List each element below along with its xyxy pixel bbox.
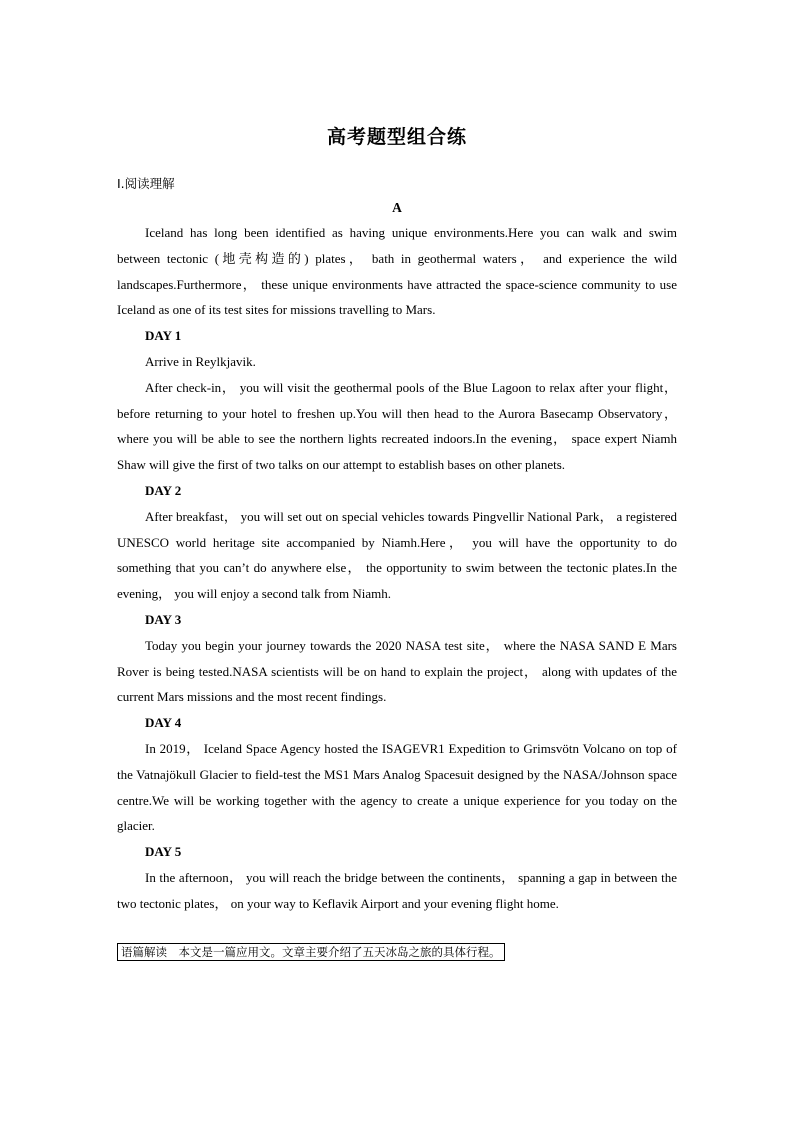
paragraph: Arrive in Reylkjavik. [145, 353, 256, 369]
day-heading: DAY 3 [145, 611, 182, 627]
passage-label: A [392, 200, 402, 215]
paragraph: After check-in， you will visit the geothermal pools of the Blue Lagoon to relax after your flight， before returning to your hotel to freshen up.You will then head to the Aurora Basecamp Observatory， where you will be able to see the northern lights recreated indoors.In the evening， space expert Niamh Shaw will give the first of two talks on our attempt to establish bases on other planets. [117, 379, 677, 473]
day-heading: DAY 4 [145, 715, 182, 731]
day-heading: DAY 5 [145, 844, 182, 860]
day-heading: DAY 1 [145, 328, 182, 344]
paragraph: In the afternoon， you will reach the bridge between the continents， spanning a gap in between the two tectonic plates， on your way to Keflavik Airport and your evening flight home. [117, 869, 677, 911]
paragraph: Today you begin your journey towards the 2020 NASA test site， where the NASA SAND E Mars Rover is being tested.NASA scientists will be on hand to explain the project， along with updates of the current Mars missions and the most recent findings. [117, 637, 677, 705]
paragraph: After breakfast， you will set out on special vehicles towards Pingvellir National Park， a registered UNESCO world heritage site accompanied by Niamh.Here， you will have the opportunity to do something that you can’t do anywhere else， the opportunity to swim between the tectonic plates.In the evening， you will enjoy a second talk from Niamh. [117, 508, 677, 602]
section-heading: Ⅰ.阅读理解 [117, 176, 175, 191]
paragraph-intro: Iceland has long been identified as having unique environments.Here you can walk and swim between tectonic (地壳构造的) plates， bath in geothermal waters， and experience the wild landscapes.Furthermore， these unique environments have attracted the space-science community to use Iceland as one of its test sites for missions travelling to Mars. [117, 225, 677, 318]
page-title: 高考题型组合练 [326, 126, 467, 148]
reading-note-box: 语篇解读 本文是一篇应用文。文章主要介绍了五天冰岛之旅的具体行程。 [117, 943, 505, 961]
passage-body [117, 220, 677, 917]
day-heading: DAY 2 [145, 482, 182, 498]
paragraph: In 2019， Iceland Space Agency hosted the ISAGEVR1 Expedition to Grimsvötn Volcano on top of the Vatnajökull Glacier to field-test the MS1 Mars Analog Spacesuit designed by the NASA/Johnson space centre.We will be working together with the agency to create a unique experience for you today on the glacier. [117, 740, 677, 834]
